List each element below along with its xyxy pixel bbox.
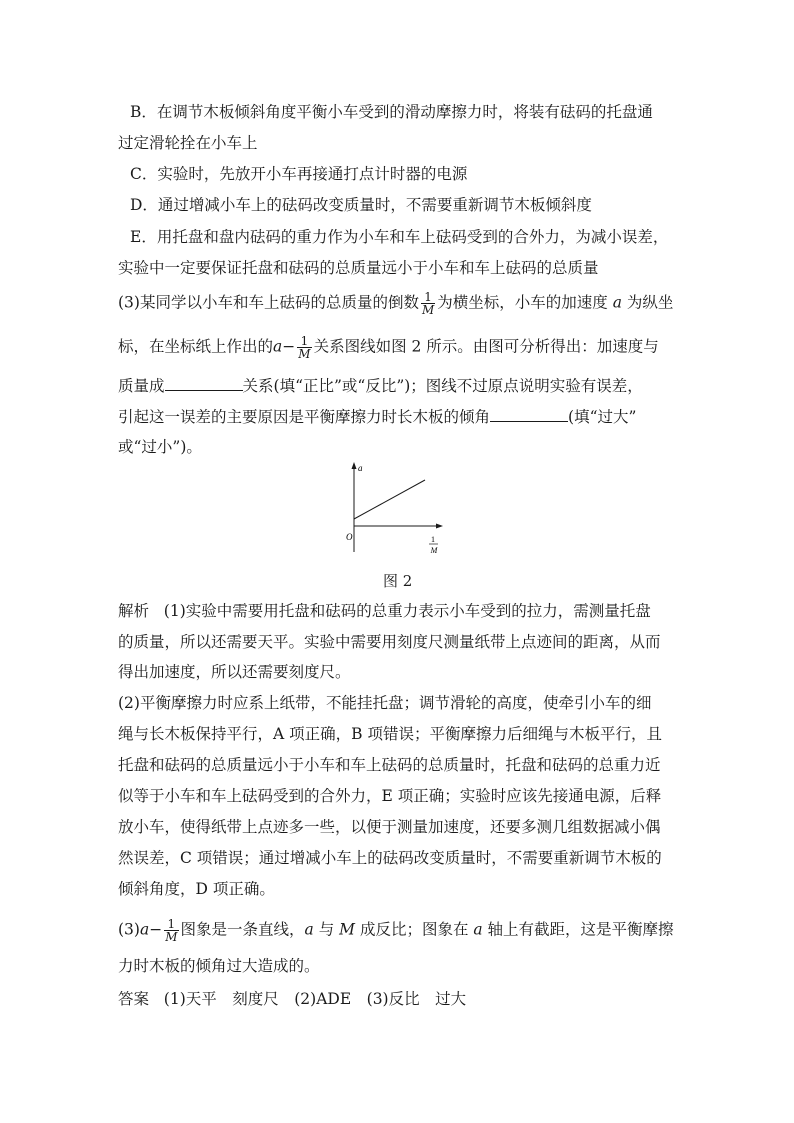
fraction-denominator: M xyxy=(421,303,435,317)
figure-a-vs-1-over-m xyxy=(338,460,448,560)
analysis-line9: 然误差，C 项错误；通过增减小车上的砝码改变质量时，不需要重新调节木板的 xyxy=(118,849,662,867)
q3-text: 关系图线如图 2 所示。由图可分析得出：加速度与 xyxy=(313,337,659,356)
minus-sign: − xyxy=(149,920,163,939)
analysis-line11 xyxy=(118,918,674,943)
q3-text: 为纵坐 xyxy=(626,293,674,312)
q3-text: 为横坐标，小车的加速度 xyxy=(437,293,608,312)
analysis-line12: 力时木板的倾角过大造成的。 xyxy=(118,957,320,975)
option-c: C．实验时，先放开小车再接通打点计时器的电源 xyxy=(130,165,468,183)
q3-line4 xyxy=(118,407,636,427)
analysis-text: (3) xyxy=(118,920,140,939)
analysis-line8: 放小车，使得纸带上点迹多一些，以便于测量加速度，还要多测几组数据减小偶 xyxy=(118,818,661,836)
answer-line xyxy=(118,989,466,1009)
data-line xyxy=(354,480,425,519)
figure-caption: 图 2 xyxy=(383,572,413,590)
option-e-line1: E．用托盘和盘内砝码的重力作为小车和车上砝码受到的合外力，为减小误差， xyxy=(130,228,669,246)
answer-label: 答案 xyxy=(118,990,150,1008)
analysis-label: 解析 xyxy=(118,602,150,620)
x-label-numerator: 1 xyxy=(431,535,435,544)
q3-text: 引起这一误差的主要原因是平衡摩擦力时长木板的倾角 xyxy=(118,408,491,426)
option-b-line2: 过定滑轮拴在小车上 xyxy=(118,134,258,152)
var-a: a xyxy=(273,337,283,356)
y-axis-label: a xyxy=(358,463,363,473)
option-d: D．通过增减小车上的砝码改变质量时，不需要重新调节木板倾斜度 xyxy=(130,196,592,214)
answer-blank-1[interactable] xyxy=(165,376,243,391)
analysis-line7: 似等于小车和车上砝码受到的合外力，E 项正确；实验时应该先接通电源，后释 xyxy=(118,787,662,805)
answer-blank-2[interactable] xyxy=(490,407,568,422)
analysis-text: 轴上有截距，这是平衡摩擦 xyxy=(482,920,674,939)
var-m: M xyxy=(339,920,356,939)
analysis-text: 成反比；图象在 xyxy=(355,920,474,939)
fraction-1-over-m xyxy=(421,291,435,316)
analysis-line1 xyxy=(118,601,651,621)
answer-text: (1)天平 刻度尺 (2)ADE (3)反比 过大 xyxy=(163,990,467,1008)
var-a: a xyxy=(473,920,483,939)
option-b-line1: B．在调节木板倾斜角度平衡小车受到的滑动摩擦力时，将装有砝码的托盘通 xyxy=(130,103,653,121)
var-a: a xyxy=(612,293,622,312)
analysis-line3: 得出加速度，所以还需要刻度尺。 xyxy=(118,663,351,681)
fraction-denominator: M xyxy=(298,347,311,361)
fraction-numerator: 1 xyxy=(297,335,311,348)
fraction-numerator: 1 xyxy=(421,291,435,304)
analysis-text: 图象是一条直线， xyxy=(180,920,305,939)
fraction-numerator: 1 xyxy=(164,918,178,931)
analysis-line4: (2)平衡摩擦力时应系上纸带，不能挂托盘；调节滑轮的高度，使牵引小车的细 xyxy=(118,694,652,712)
analysis-text: 与 xyxy=(313,920,340,939)
y-axis-arrow xyxy=(352,462,357,469)
q3-line3 xyxy=(118,376,643,396)
q3-line1 xyxy=(118,291,673,316)
var-a: a xyxy=(139,920,150,939)
q3-line5: 或“过小”)。 xyxy=(118,438,202,456)
q3-text: 质量成 xyxy=(118,377,165,395)
analysis-line5: 绳与长木板保持平行，A 项正确，B 项错误；平衡摩擦力后细绳与木板平行，且 xyxy=(118,725,662,743)
q3-text: (填“过大” xyxy=(568,408,637,426)
analysis-line6: 托盘和砝码的总质量远小于小车和车上砝码的总质量时，托盘和砝码的总重力近 xyxy=(118,756,661,774)
x-axis-arrow xyxy=(436,524,443,529)
q3-text: (3)某同学以小车和车上砝码的总质量的倒数 xyxy=(118,293,419,312)
analysis-line10: 倾斜角度，D 项正确。 xyxy=(118,880,275,898)
fraction-1-over-m xyxy=(297,335,311,360)
option-e-line2: 实验中一定要保证托盘和砝码的总质量远小于小车和车上砝码的总质量 xyxy=(118,259,599,277)
var-a: a xyxy=(304,920,314,939)
fraction-denominator: M xyxy=(165,930,178,944)
q3-line2 xyxy=(118,335,659,360)
q3-text: 标，在坐标纸上作出的 xyxy=(118,337,274,356)
analysis-line2: 的质量，所以还需要天平。实验中需要用刻度尺测量纸带上点迹间的距离，从而 xyxy=(118,633,661,651)
fraction-1-over-m xyxy=(164,918,178,943)
minus-sign: − xyxy=(282,337,296,356)
origin-label: O xyxy=(346,532,353,542)
q3-text: 关系(填“正比”或“反比”)；图线不过原点说明实验有误差， xyxy=(242,377,643,395)
x-label-denominator: M xyxy=(430,546,438,555)
analysis-text: (1)实验中需要用托盘和砝码的总重力表示小车受到的拉力，需测量托盘 xyxy=(163,602,651,620)
